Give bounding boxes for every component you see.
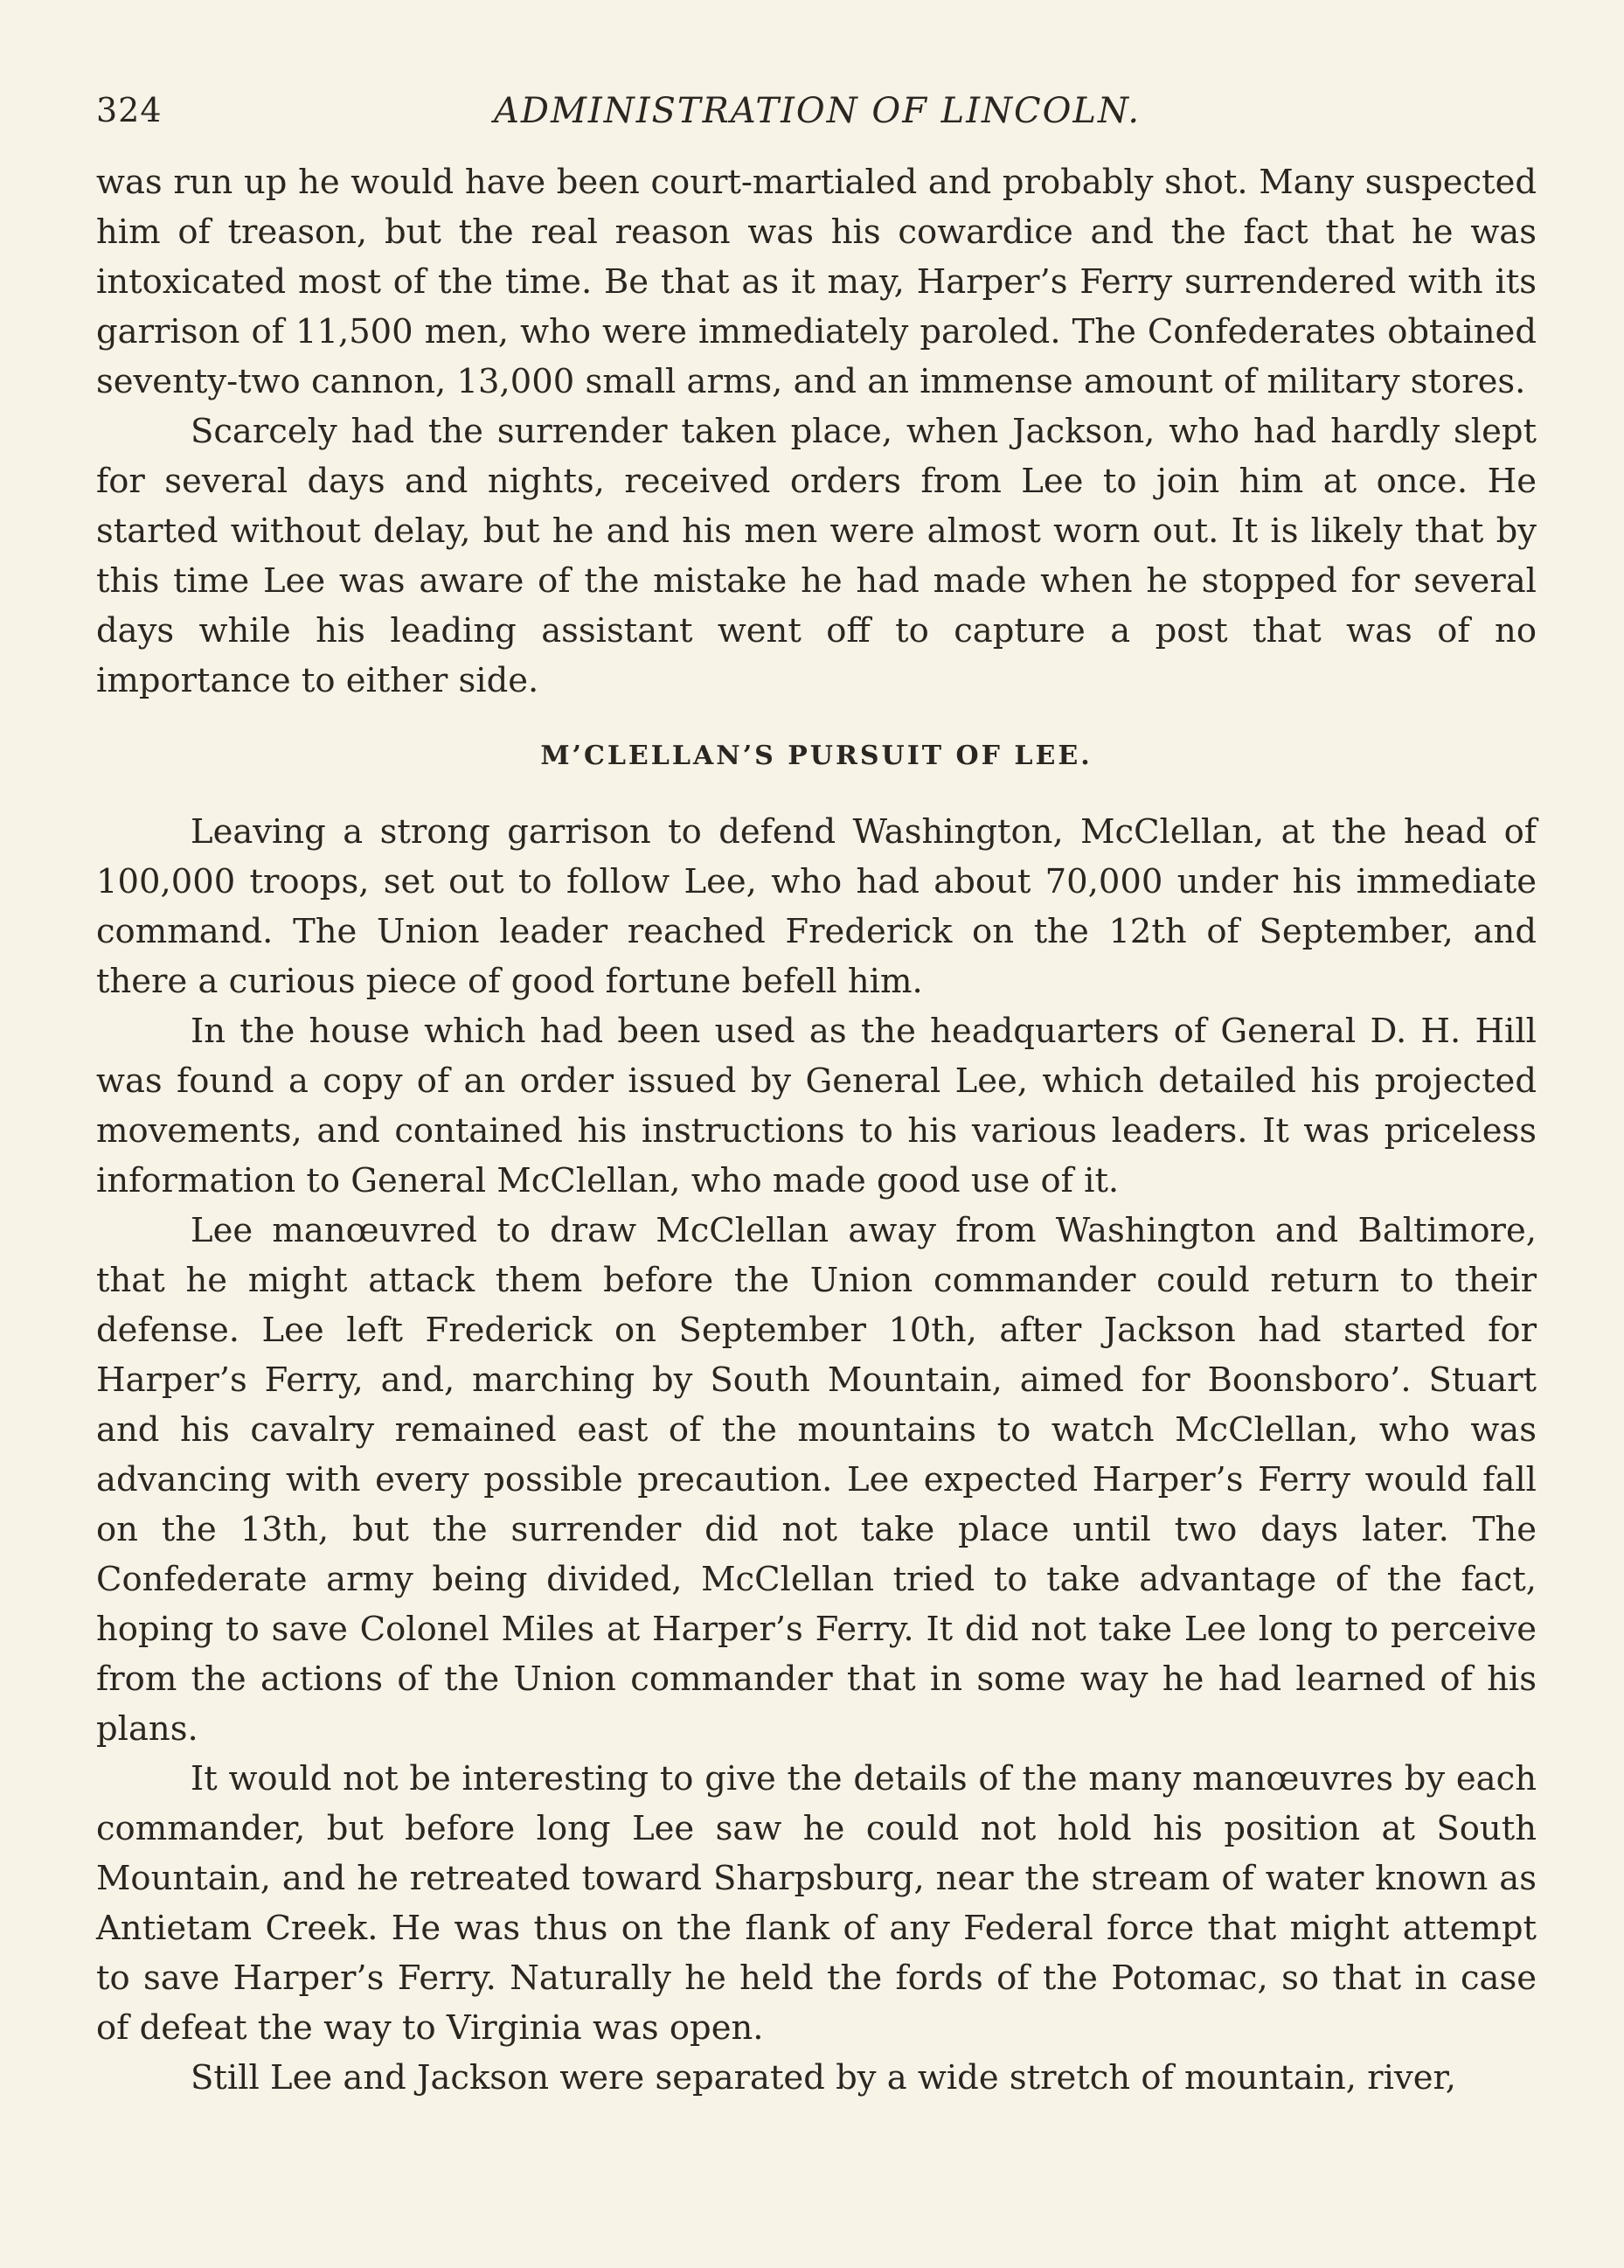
paragraph-continues: Still Lee and Jackson were separated by a wide stretch of mountain, river,	[191, 2058, 1456, 2098]
paragraph: In the house which had been used as the headquarters of General D. H. Hill was found a copy of an order issued by General Lee, which detailed his projected movements, and contained his instructions to his various leaders. It was priceless information to General McClellan, who made good use of it.	[96, 1012, 1537, 1200]
page-number: 324	[96, 91, 163, 129]
paragraph: Leaving a strong garrison to defend Washington, McClellan, at the head of 100,000 troops, set out to follow Lee, who had about 70,000 under his immediate command. The Union leader reached Frederick on the 12th of September, and there a curious piece of good fortune befell him.	[96, 812, 1537, 1001]
body-text	[96, 157, 1537, 2103]
paragraph-continuation: was run up he would have been court-martialed and probably shot. Many suspected him of treason, but the real reason was his cowardice and the fact that he was intoxicated most of the time. Be that as it may, Harper’s Ferry surrendered with its garrison of 11,500 men, who were immediately paroled. The Confederates obtained seventy-two cannon, 13,000 small arms, and an immense amount of military stores.	[96, 163, 1537, 401]
paragraph: It would not be interesting to give the details of the many manœuvres by each commander, but before long Lee saw he could not hold his position at South Mountain, and he retreated toward Sharpsburg, near the stream of water known as Antietam Creek. He was thus on the flank of any Federal force that might attempt to save Harper’s Ferry. Naturally he held the fords of the Potomac, so that in case of defeat the way to Virginia was open.	[96, 1759, 1537, 2048]
running-title: ADMINISTRATION OF LINCOLN.	[494, 91, 1142, 131]
paragraph: Scarcely had the surrender taken place, when Jackson, who had hardly slept for several days and nights, received orders from Lee to join him at once. He started without delay, but he and his men were almost worn out. It is likely that by this time Lee was aware of the mistake he had made when he stopped for several days while his leading assistant went off to capture a post that was of no importance to either side.	[96, 412, 1537, 700]
paragraph: Lee manœuvred to draw McClellan away from Washington and Baltimore, that he might attack them before the Union commander could return to their defense. Lee left Frederick on September 10th, after Jackson had started for Harper’s Ferry, and, marching by South Mountain, aimed for Boonsboro’. Stuart and his cavalry remained east of the mountains to watch McClellan, who was advancing with every possible precaution. Lee expected Harper’s Ferry would fall on the 13th, but the surrender did not take place until two days later. The Confederate army being divided, McClellan tried to take advantage of the fact, hoping to save Colonel Miles at Harper’s Ferry. It did not take Lee long to perceive from the actions of the Union commander that in some way he had learned of his plans.	[96, 1211, 1537, 1749]
section-heading: M’CLELLAN’S PURSUIT OF LEE.	[540, 741, 1093, 771]
running-head	[96, 91, 1538, 143]
